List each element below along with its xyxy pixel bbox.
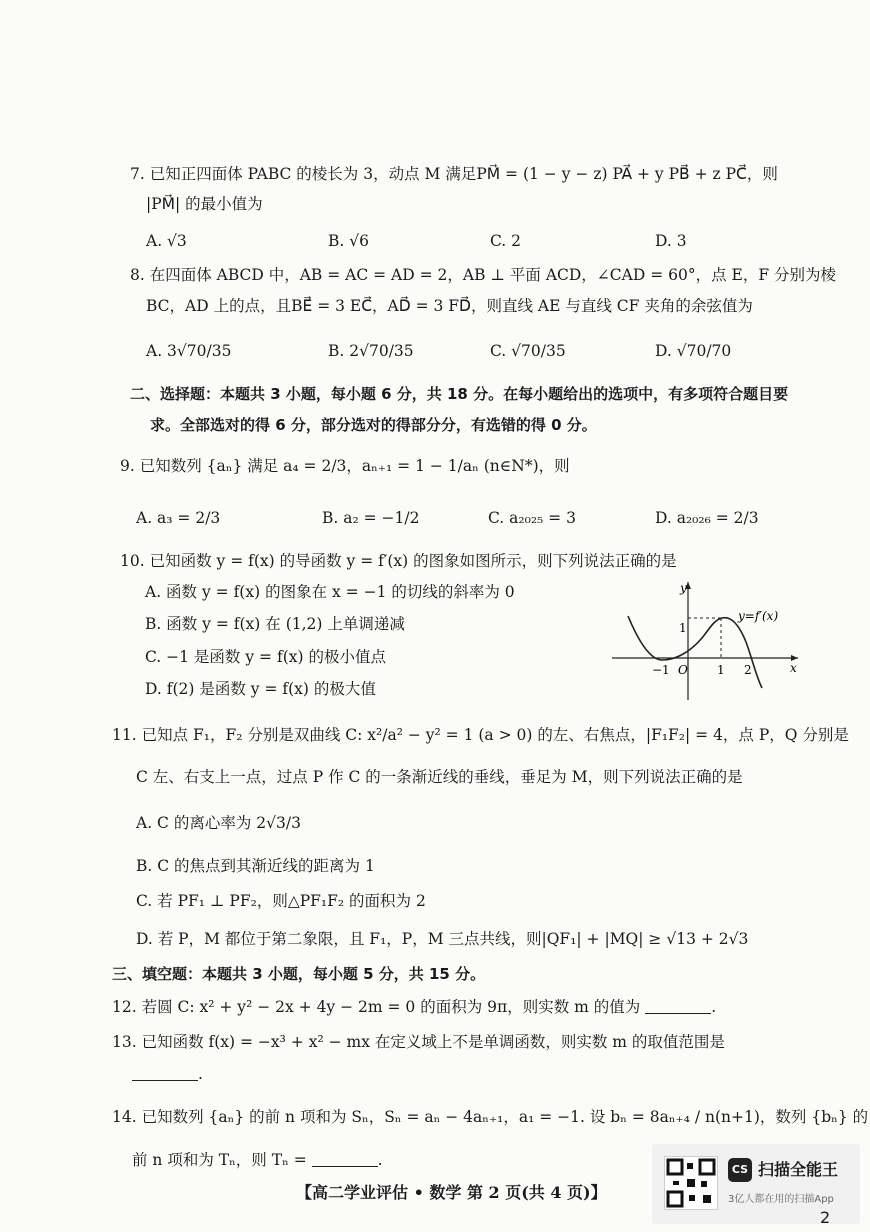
q12-line — [112, 996, 716, 1018]
derivative-graph — [606, 576, 806, 706]
q11-option-a: A. C 的离心率为 2√3/3 — [136, 814, 301, 832]
q9-line1: 9. 已知数列 {aₙ} 满足 a₄ = 2/3，aₙ₊₁ = 1 − 1/aₙ (n∈N*)，则 — [120, 457, 570, 475]
q14-text: 前 n 项和为 Tₙ，则 Tₙ = — [132, 1151, 307, 1169]
q7-line2: |PM⃗| 的最小值为 — [146, 195, 263, 213]
q10-option-a: A. 函数 y = f(x) 的图象在 x = −1 的切线的斜率为 0 — [145, 583, 515, 601]
q10-line1: 10. 已知函数 y = f(x) 的导函数 y = f′(x) 的图象如图所示，则下列说法正确的是 — [120, 552, 677, 570]
q8-option-c: C. √70/35 — [490, 342, 566, 360]
q9-option-c: C. a₂₀₂₅ = 3 — [488, 509, 576, 527]
page-number: 2 — [820, 1208, 831, 1227]
q7-option-a: A. √3 — [146, 232, 187, 250]
q8-option-a: A. 3√70/35 — [146, 342, 232, 360]
scanner-logo-badge: CS — [728, 1158, 752, 1182]
q7-option-c: C. 2 — [490, 232, 522, 250]
q10-option-c: C. −1 是函数 y = f(x) 的极小值点 — [145, 648, 386, 666]
q12-answer-blank[interactable] — [645, 997, 711, 1014]
scanner-subtitle: 3亿人都在用的扫描App — [728, 1194, 834, 1205]
q8-line1: 8. 在四面体 ABCD 中，AB = AC = AD = 2，AB ⊥ 平面 ACD，∠CAD = 60°，点 E，F 分别为棱 — [130, 266, 837, 284]
q9-option-b: B. a₂ = −1/2 — [322, 509, 420, 527]
q12-end: . — [711, 998, 717, 1016]
q9-option-d: D. a₂₀₂₆ = 2/3 — [655, 509, 759, 527]
q13-end: . — [198, 1065, 203, 1083]
q11-option-c: C. 若 PF₁ ⊥ PF₂，则△PF₁F₂ 的面积为 2 — [136, 892, 426, 910]
q8-line2: BC，AD 上的点，且BE⃗ = 3 EC⃗，AD⃗ = 3 FD⃗，则直线 AE 与直线 CF 夹角的余弦值为 — [146, 297, 753, 315]
q8-option-d: D. √70/70 — [655, 342, 732, 360]
q7-line1: 7. 已知正四面体 PABC 的棱长为 3，动点 M 满足PM⃗ = (1 − y − z) PA⃗ + y PB⃗ + z PC⃗，则 — [130, 165, 778, 183]
derivative-curve — [628, 616, 762, 688]
tick-label-2: 2 — [744, 663, 752, 677]
section3-line1: 三、填空题：本题共 3 小题，每小题 5 分，共 15 分。 — [112, 965, 486, 983]
q13-answer-blank[interactable] — [132, 1064, 198, 1081]
q14-end: . — [377, 1151, 383, 1169]
origin-label: O — [678, 663, 688, 677]
q12-text: 12. 若圆 C: x² + y² − 2x + 4y − 2m = 0 的面积为 9π，则实数 m 的值为 — [112, 998, 641, 1016]
q13-line2 — [132, 1063, 203, 1085]
q10-option-b: B. 函数 y = f(x) 在 (1,2) 上单调递减 — [145, 615, 405, 633]
tick-label-1: 1 — [717, 663, 725, 677]
qr-code-icon — [664, 1156, 718, 1210]
q8-option-b: B. 2√70/35 — [328, 342, 414, 360]
q7-option-b: B. √6 — [328, 232, 369, 250]
x-axis-label: x — [790, 661, 797, 675]
q11-line1: 11. 已知点 F₁，F₂ 分别是双曲线 C: x²/a² − y² = 1 (a > 0) 的左、右焦点，|F₁F₂| = 4，点 P，Q 分别是 — [112, 726, 849, 744]
section2-line1: 二、选择题：本题共 3 小题，每小题 6 分，共 18 分。在每小题给出的选项中，有多项符合题目要 — [130, 385, 789, 403]
tick-label-y1: 1 — [679, 621, 687, 635]
q14-answer-blank[interactable] — [312, 1150, 378, 1167]
scanner-title: 扫描全能王 — [758, 1160, 839, 1179]
q14-line1: 14. 已知数列 {aₙ} 的前 n 项和为 Sₙ，Sₙ = aₙ − 4aₙ₊₁，a₁ = −1. 设 bₙ = 8aₙ₊₄ / n(n+1)，数列 {bₙ} 的 — [112, 1108, 869, 1126]
section2-line2: 求。全部选对的得 6 分，部分选对的得部分分，有选错的得 0 分。 — [150, 416, 597, 434]
q10-option-d: D. f(2) 是函数 y = f(x) 的极大值 — [145, 680, 376, 698]
q11-option-d: D. 若 P，M 都位于第二象限，且 F₁，P，M 三点共线，则|QF₁| + |MQ| ≥ √13 + 2√3 — [136, 930, 749, 948]
curve-label: y=f′(x) — [738, 609, 779, 623]
q9-option-a: A. a₃ = 2/3 — [136, 509, 221, 527]
y-axis-label: y — [680, 581, 687, 595]
q11-line2: C 左、右支上一点，过点 P 作 C 的一条渐近线的垂线，垂足为 M，则下列说法正确的是 — [136, 768, 743, 786]
tick-label-neg1: −1 — [652, 663, 670, 677]
q13-line1: 13. 已知函数 f(x) = −x³ + x² − mx 在定义域上不是单调函数，则实数 m 的取值范围是 — [112, 1033, 725, 1051]
page-footer: 【高二学业评估 • 数学 第 2 页(共 4 页)】 — [296, 1183, 607, 1202]
q14-line2 — [132, 1149, 383, 1171]
q7-option-d: D. 3 — [655, 232, 687, 250]
q11-option-b: B. C 的焦点到其渐近线的距离为 1 — [136, 857, 375, 875]
